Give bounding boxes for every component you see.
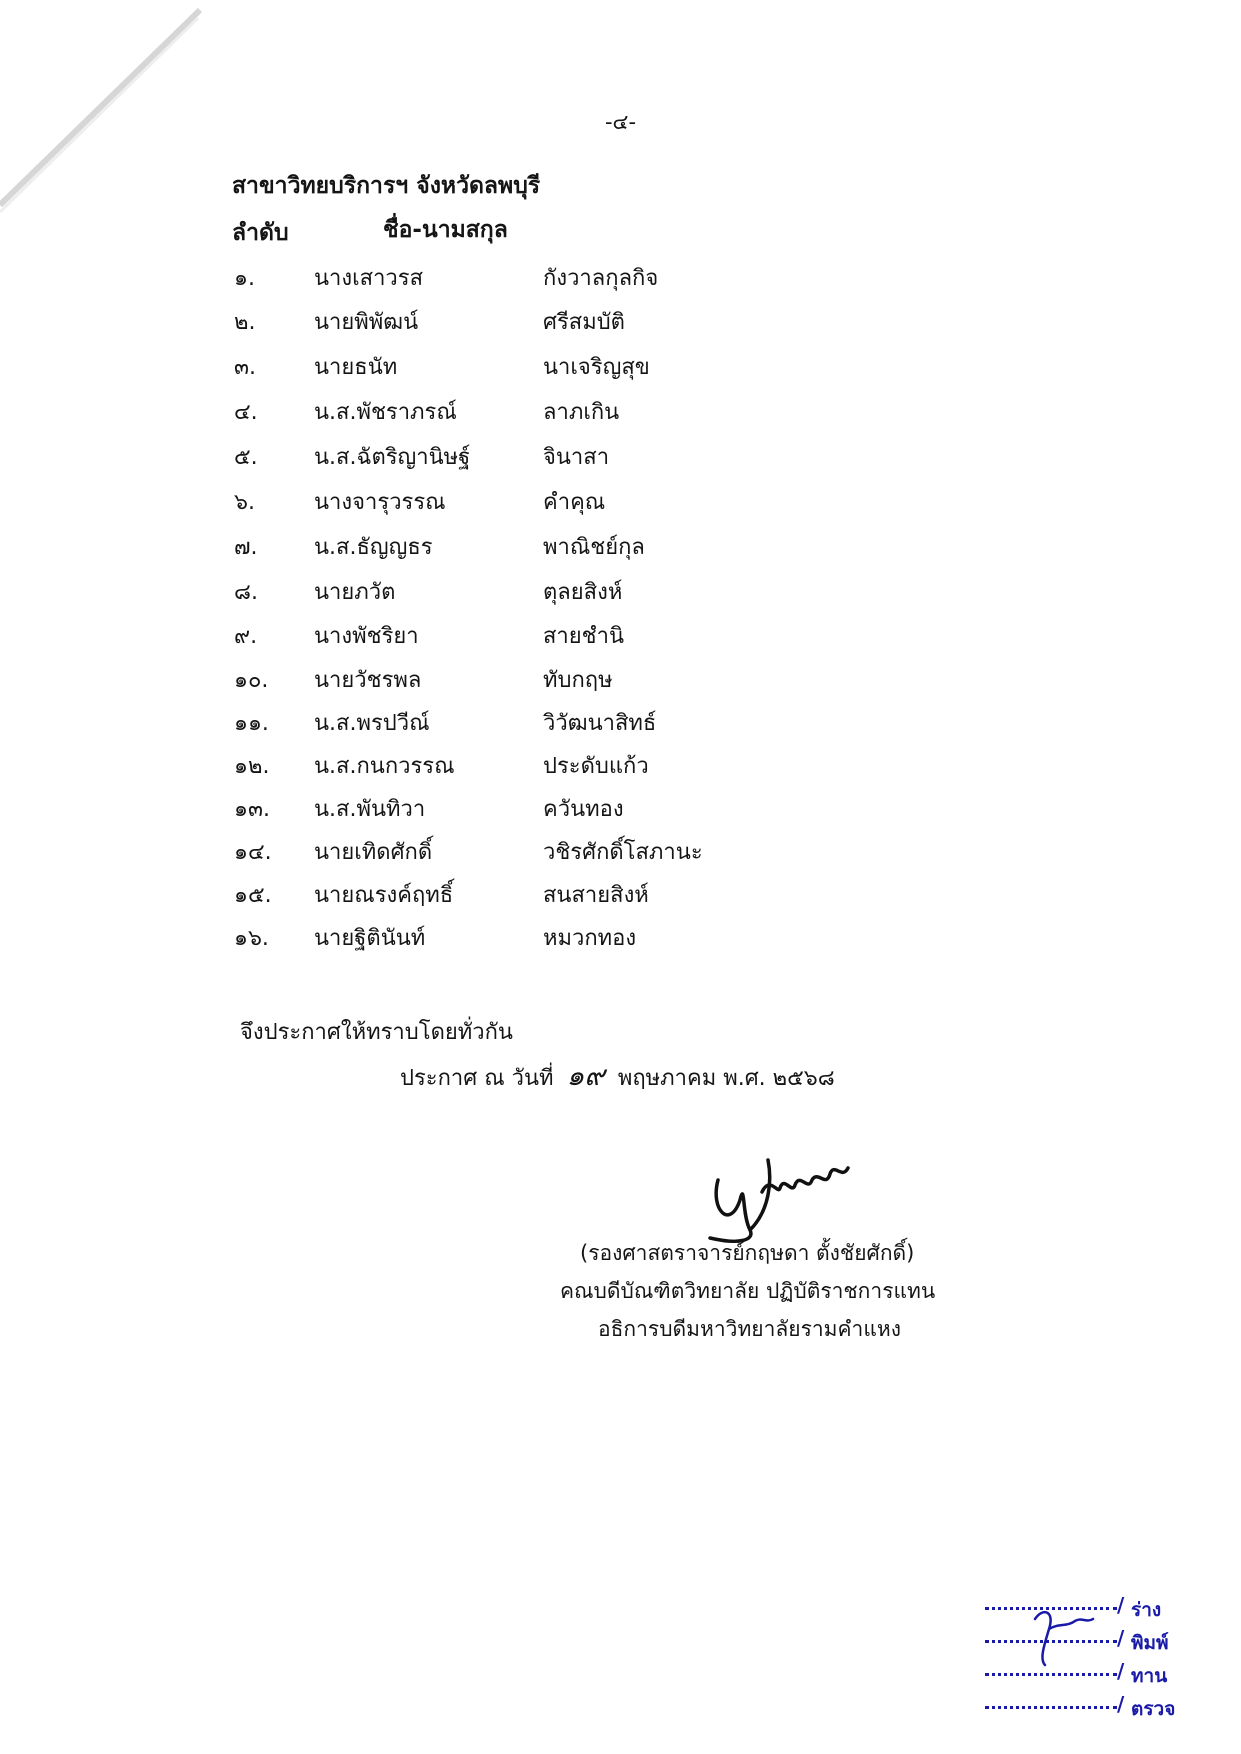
signatory-title-1: คณบดีบัณฑิตวิทยาลัย ปฏิบัติราชการแทน — [560, 1279, 936, 1303]
item-first-name: นายฐิตินันท์ — [314, 926, 426, 951]
column-header-order: ลำดับ — [232, 220, 289, 246]
item-number: ๖. — [234, 490, 255, 515]
item-number: ๑๒. — [234, 754, 270, 779]
stamp-label-draft: ร่าง — [1131, 1599, 1162, 1621]
item-last-name: จินาสา — [543, 445, 610, 470]
stamp-label-check: ตรวจ — [1131, 1698, 1176, 1720]
handwritten-initial — [1015, 1599, 1095, 1669]
announcement-month-year: พฤษภาคม พ.ศ. ๒๕๖๘ — [617, 1066, 835, 1091]
item-number: ๑. — [234, 266, 255, 291]
item-first-name: นางจารุวรรณ — [314, 490, 446, 515]
item-last-name: สายชำนิ — [543, 624, 624, 649]
stamp-row: / ตรวจ — [985, 1694, 1185, 1724]
item-number: ๑๔. — [234, 840, 272, 865]
stamp-label-print: พิมพ์ — [1131, 1632, 1169, 1654]
item-first-name: นางพัชริยา — [314, 624, 419, 649]
item-last-name: สนสายสิงห์ — [543, 883, 649, 908]
item-last-name: ประดับแก้ว — [543, 754, 649, 779]
item-first-name: นายวัชรพล — [314, 668, 422, 693]
list-item — [0, 662, 1241, 702]
item-first-name: น.ส.พัชราภรณ์ — [314, 400, 457, 425]
list-item — [0, 260, 1241, 300]
list-item — [0, 877, 1241, 917]
stamp-row: / ทาน — [985, 1661, 1185, 1691]
item-last-name: ทับกฤษ — [543, 668, 613, 693]
item-last-name: นาเจริญสุข — [543, 355, 650, 380]
item-first-name: น.ส.กนกวรรณ — [314, 754, 455, 779]
document-control-stamp — [985, 1595, 1185, 1735]
announcement-date-line — [400, 1054, 835, 1098]
item-number: ๕. — [234, 445, 258, 470]
list-item — [0, 791, 1241, 831]
list-item — [0, 920, 1241, 960]
item-first-name: น.ส.ฉัตริญานิษฐ์ — [314, 445, 471, 470]
item-number: ๑๕. — [234, 883, 272, 908]
item-last-name: กังวาลกุลกิจ — [543, 266, 659, 291]
signatory-name: (รองศาสตราจารย์กฤษดา ตั้งชัยศักดิ์) — [580, 1241, 915, 1265]
stamp-label-proofread: ทาน — [1131, 1665, 1168, 1687]
item-number: ๑๐. — [234, 668, 269, 693]
item-first-name: นายเทิดศักดิ์ — [314, 840, 433, 865]
handwritten-signature — [700, 1140, 870, 1250]
stamp-row: / พิมพ์ — [985, 1628, 1185, 1658]
item-number: ๔. — [234, 400, 258, 425]
list-item — [0, 349, 1241, 389]
item-first-name: นายพิพัฒน์ — [314, 310, 419, 335]
closing-statement: จึงประกาศให้ทราบโดยทั่วกัน — [240, 1020, 513, 1045]
item-number: ๒. — [234, 310, 256, 335]
list-item — [0, 394, 1241, 434]
item-number: ๑๑. — [234, 711, 269, 736]
item-last-name: พาณิชย์กุล — [543, 535, 645, 560]
item-first-name: น.ส.พันทิวา — [314, 797, 426, 822]
item-first-name: นายภวัต — [314, 580, 396, 605]
item-number: ๓. — [234, 355, 257, 380]
list-item — [0, 484, 1241, 524]
list-item — [0, 748, 1241, 788]
item-last-name: ตุลยสิงห์ — [543, 580, 623, 605]
list-item — [0, 574, 1241, 614]
section-title: สาขาวิทยบริการฯ จังหวัดลพบุรี — [232, 173, 541, 199]
announcement-day: ๑๙ — [566, 1059, 605, 1092]
item-number: ๙. — [234, 624, 258, 649]
list-item — [0, 529, 1241, 569]
item-last-name: ลาภเกิน — [543, 400, 620, 425]
item-last-name: คำคุณ — [543, 490, 606, 515]
item-last-name: วิวัฒนาสิทธ์ — [543, 711, 657, 736]
list-item — [0, 439, 1241, 479]
list-item — [0, 618, 1241, 658]
item-first-name: น.ส.พรปวีณ์ — [314, 711, 430, 736]
item-first-name: นางเสาวรส — [314, 266, 424, 291]
list-item — [0, 304, 1241, 344]
item-last-name: ควันทอง — [543, 797, 624, 822]
list-item — [0, 834, 1241, 874]
stamp-row: / ร่าง — [985, 1595, 1185, 1625]
list-item — [0, 705, 1241, 745]
item-first-name: นายธนัท — [314, 355, 398, 380]
item-number: ๑๓. — [234, 797, 270, 822]
item-first-name: นายณรงค์ฤทธิ์ — [314, 883, 454, 908]
signatory-title-2: อธิการบดีมหาวิทยาลัยรามคำแหง — [598, 1317, 901, 1341]
item-number: ๘. — [234, 580, 258, 605]
announcement-prefix: ประกาศ ณ วันที่ — [400, 1066, 554, 1091]
item-number: ๗. — [234, 535, 258, 560]
item-last-name: วชิรศักดิ์โสภานะ — [543, 840, 703, 865]
item-first-name: น.ส.ธัญญธร — [314, 535, 433, 560]
item-last-name: ศรีสมบัติ — [543, 310, 625, 335]
item-last-name: หมวกทอง — [543, 926, 637, 951]
column-header-name: ชื่อ-นามสกุล — [383, 217, 508, 243]
item-number: ๑๖. — [234, 926, 269, 951]
page-number: -๔- — [604, 110, 637, 134]
